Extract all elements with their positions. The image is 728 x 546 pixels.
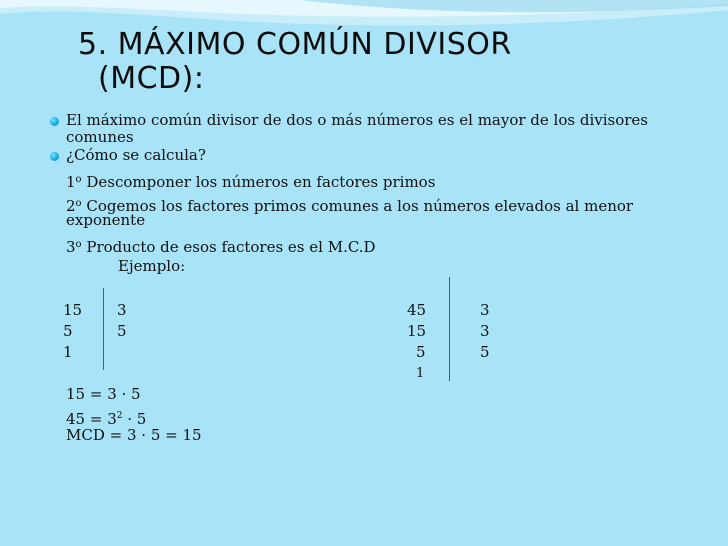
- factor-45-left-1: 15: [407, 322, 427, 340]
- title-line-1: 5. MÁXIMO COMÚN DIVISOR: [78, 27, 512, 62]
- factor-15-left-0: 15: [63, 301, 83, 319]
- factor-45-divider: [449, 277, 450, 381]
- bullet-icon: [50, 117, 59, 126]
- factor-15-right-0: 3: [117, 301, 127, 319]
- factor-45-left-0: 45: [407, 301, 427, 319]
- factor-45-right-1: 3: [480, 322, 490, 340]
- factor-45-right-2: 5: [480, 343, 490, 361]
- factor-45-right-0: 3: [480, 301, 490, 319]
- bullet-2-line-1: ¿Cómo se calcula?: [66, 146, 206, 164]
- step-2-line-1: 2$^o$ Cogemos los factores primos comunes a los números elevados al menor: [66, 197, 634, 215]
- result-mcd: MCD = 3 · 5 = 15: [66, 426, 202, 444]
- result-15: 15 = 3 · 5: [66, 385, 141, 403]
- factor-15-right-1: 5: [117, 322, 127, 340]
- step-3: 3$^o$ Producto de esos factores es el M.C.D: [66, 238, 376, 256]
- step-1: 1$^o$ Descomponer los números en factores primos: [66, 173, 436, 191]
- factor-15-divider: [103, 288, 104, 370]
- step-2-line-2: exponente: [66, 211, 146, 229]
- factor-45-left-3: 1: [416, 366, 425, 381]
- factor-15-left-2: 1: [63, 343, 73, 361]
- result-45: $45 = 3^2 \cdot 5$: [66, 410, 147, 428]
- bullet-icon: [50, 152, 59, 161]
- title-line-2: (MCD):: [98, 61, 205, 96]
- bullet-1-line-2: comunes: [66, 128, 134, 146]
- bullet-1-line-1: El máximo común divisor de dos o más números es el mayor de los divisores: [66, 111, 648, 129]
- slide-title: [78, 28, 512, 96]
- factor-45-left-2: 5: [416, 343, 426, 361]
- factor-15-left-1: 5: [63, 322, 73, 340]
- example-label: Ejemplo:: [118, 257, 186, 275]
